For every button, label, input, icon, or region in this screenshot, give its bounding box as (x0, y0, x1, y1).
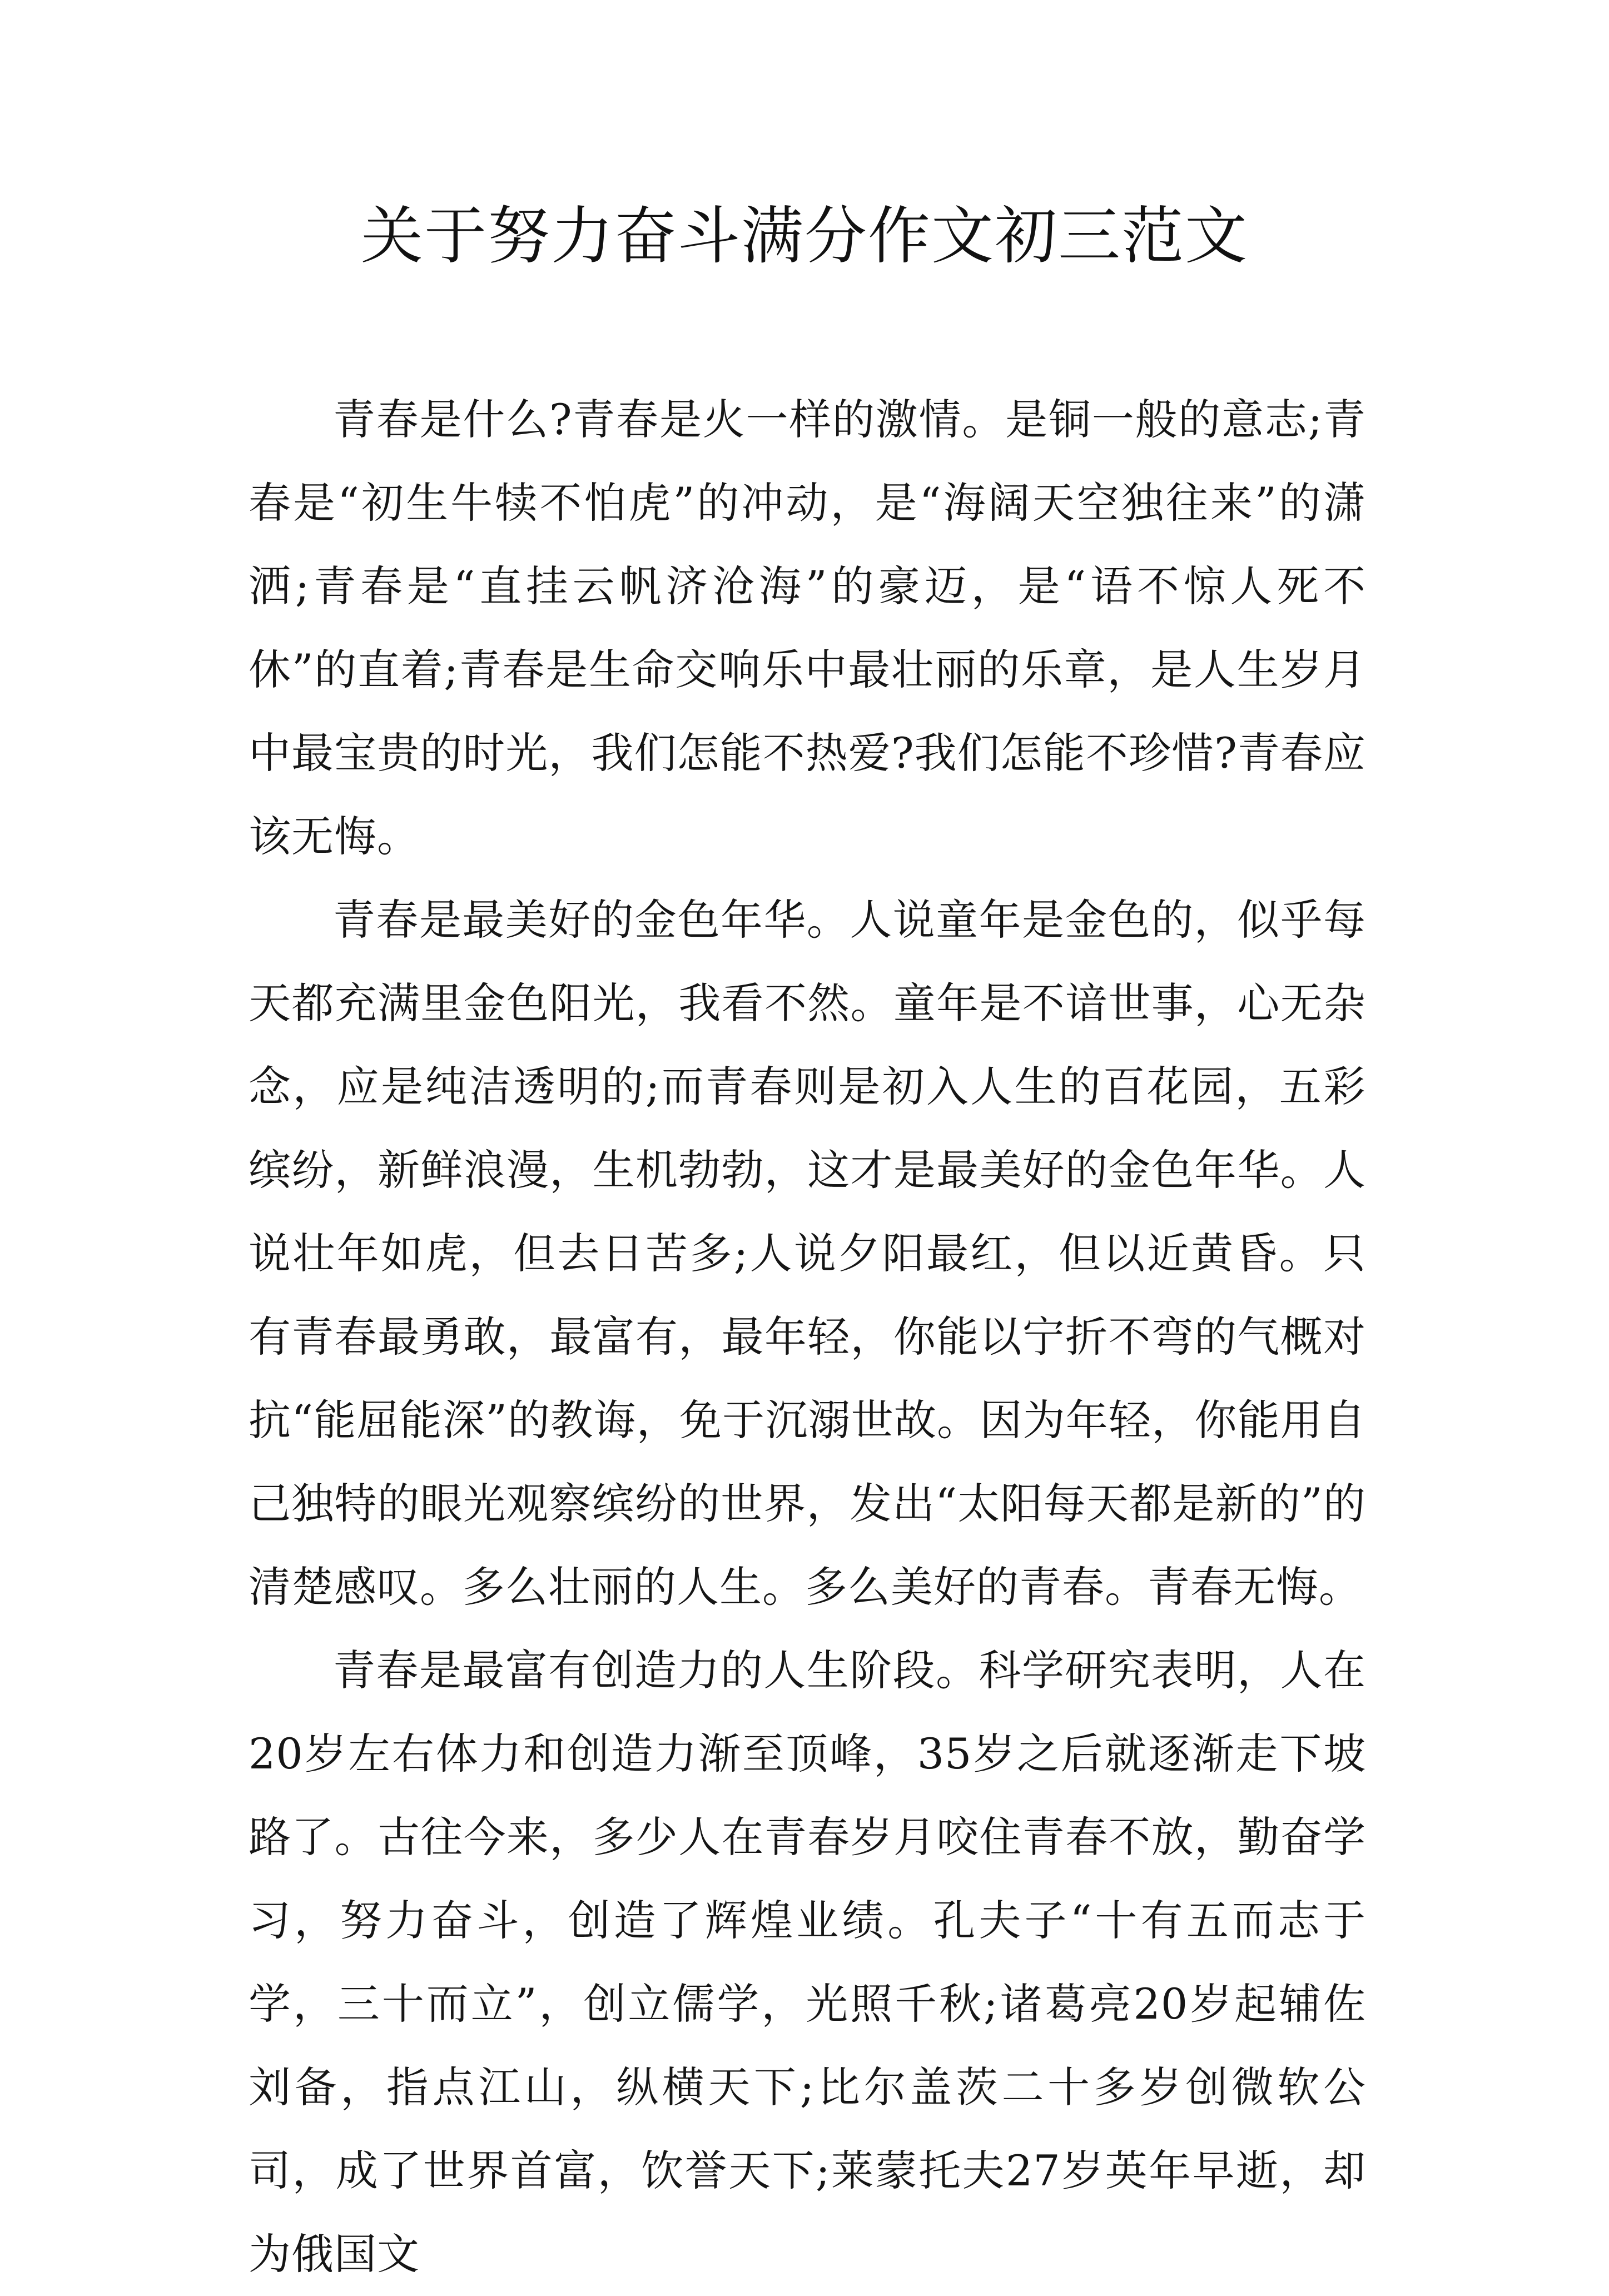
paragraph-2: 青春是最美好的金色年华。人说童年是金色的，似乎每天都充满里金色阳光，我看不然。童年是不谙世事，心无杂念，应是纯洁透明的;而青春则是初入人生的百花园，五彩缤纷，新鲜浪漫，生机勃勃，这才是最美好的金色年华。人说壮年如虎，但去日苦多;人说夕阳最红，但以近黄昏。只有青春最勇敢，最富有，最年轻，你能以宁折不弯的气概对抗“能屈能深”的教诲，免于沉溺世故。因为年轻，你能用自己独特的眼光观察缤纷的世界，发出“太阳每天都是新的”的清楚感叹。多么壮丽的人生。多么美好的青春。青春无悔。 (249, 895, 1366, 1612)
paragraph-3: 青春是最富有创造力的人生阶段。科学研究表明，人在20岁左右体力和创造力渐至顶峰，35岁之后就逐渐走下坡路了。古往今来，多少人在青春岁月咬住青春不放，勤奋学习，努力奋斗，创造了辉煌业绩。孔夫子“十有五而志于学，三十而立”，创立儒学，光照千秋;诸葛亮20岁起辅佐刘备，指点江山，纵横天下;比尔盖茨二十多岁创微软公司，成了世界首富，饮誉天下;莱蒙托夫27岁英年早逝，却为俄国文 (249, 1646, 1366, 2279)
document-title: 关于努力奋斗满分作文初三范文 (361, 200, 1248, 272)
document-body (249, 378, 1366, 2296)
paragraph-1: 青春是什么?青春是火一样的激情。是铜一般的意志;青春是“初生牛犊不怕虎”的冲动，是“海阔天空独往来”的潇洒;青春是“直挂云帆济沧海”的豪迈，是“语不惊人死不休”的直着;青春是生命交响乐中最壮丽的乐章，是人生岁月中最宝贵的时光，我们怎能不热爱?我们怎能不珍惜?青春应该无悔。 (249, 395, 1366, 861)
